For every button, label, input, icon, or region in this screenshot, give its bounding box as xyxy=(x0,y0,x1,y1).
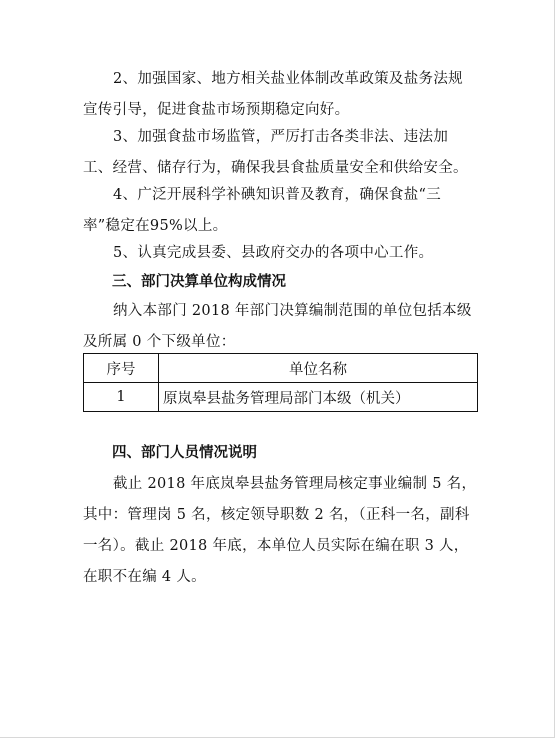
section-heading-personnel: 四、部门人员情况说明 xyxy=(112,445,257,461)
column-header-unit-name: 单位名称 xyxy=(159,354,478,383)
paragraph-item-5 xyxy=(83,238,477,269)
paragraph-item-3 xyxy=(83,122,477,184)
paragraph-text: 4、广泛开展科学补碘知识普及教育，确保食盐“三率”稳定在95%以上。 xyxy=(83,187,442,234)
column-header-number: 序号 xyxy=(84,354,159,383)
table-cell-number: 1 xyxy=(84,383,159,412)
paragraph-text: 5、认真完成县委、县政府交办的各项中心工作。 xyxy=(113,245,434,261)
paragraph-item-2 xyxy=(83,64,477,126)
section4-text xyxy=(83,469,477,593)
paragraph-text: 纳入本部门 2018 年部门决算编制范围的单位包括本级及所属 0 个下级单位： xyxy=(83,303,472,350)
table-cell-unit-name: 原岚皋县盐务管理局部门本级（机关） xyxy=(159,383,478,412)
table-header-row xyxy=(84,354,478,383)
paragraph-text: 2、加强国家、地方相关盐业体制改革政策及盐务法规宣传引导，促进食盐市场预期稳定向好。 xyxy=(83,71,463,118)
paragraph-text: 截止 2018 年底岚皋县盐务管理局核定事业编制 5 名，其中：管理岗 5 名，核定领导职数 2 名，（正科一名，副科一名）。截止 2018 年底，本单位人员实际在编在职 3 人，在职不在编 4 人。 xyxy=(83,476,477,585)
paragraph-item-4 xyxy=(83,180,477,242)
paragraph-text: 3、加强食盐市场监管，严厉打击各类非法、违法加工、经营、储存行为，确保我县食盐质量安全和供给安全。 xyxy=(83,129,468,176)
section3-intro xyxy=(83,296,477,358)
section-heading-unit-composition: 三、部门决算单位构成情况 xyxy=(112,274,286,290)
table-row xyxy=(84,383,478,412)
unit-table xyxy=(83,353,478,412)
